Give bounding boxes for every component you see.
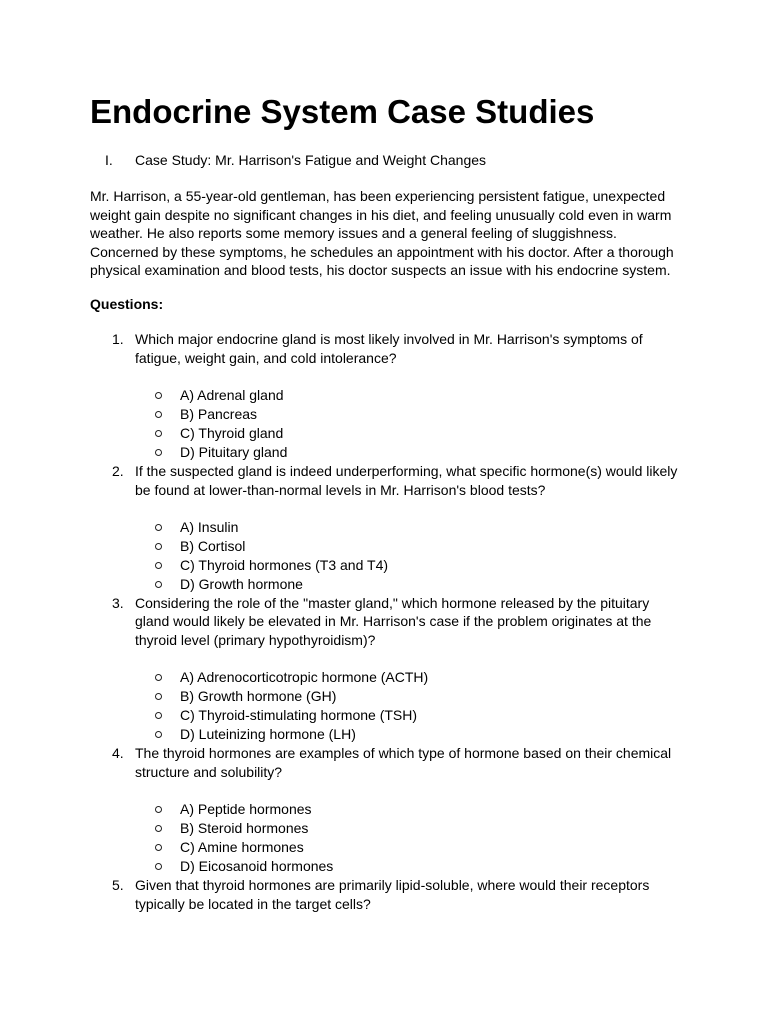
question-number: 5. (112, 876, 124, 893)
hollow-bullet-icon (155, 449, 162, 456)
answer-option-text: D) Pituitary gland (180, 443, 288, 460)
answer-option (0, 424, 768, 443)
answer-option (0, 386, 768, 405)
answer-option-text: A) Insulin (180, 518, 239, 535)
question-number: 4. (112, 745, 124, 762)
hollow-bullet-icon (155, 731, 162, 738)
question-number: 1. (112, 331, 124, 347)
hollow-bullet-icon (155, 674, 162, 681)
question-item (0, 744, 768, 876)
answer-option-text: B) Pancreas (180, 406, 258, 423)
hollow-bullet-icon (155, 430, 162, 437)
answer-option (0, 838, 768, 857)
answer-option (0, 857, 768, 876)
questions-heading: Questions: (90, 296, 164, 312)
answer-option (0, 405, 768, 424)
question-text: Given that thyroid hormones are primarily lipid-soluble, where would their receptors typically be located in the target cells? (135, 876, 650, 912)
answer-options (0, 386, 768, 462)
hollow-bullet-icon (155, 825, 162, 832)
answer-option-text: D) Eicosanoid hormones (180, 857, 334, 874)
answer-option-text: C) Thyroid gland (180, 424, 284, 441)
hollow-bullet-icon (155, 543, 162, 550)
hollow-bullet-icon (155, 712, 162, 719)
hollow-bullet-icon (155, 863, 162, 870)
question-text: If the suspected gland is indeed underperforming, what specific hormone(s) would likely be found at lower-than-normal levels in Mr. Harrison's blood tests? (135, 462, 678, 498)
answer-option-text: A) Peptide hormones (180, 801, 312, 818)
hollow-bullet-icon (155, 411, 162, 418)
answer-option (0, 518, 768, 537)
answer-option-text: A) Adrenal gland (180, 387, 284, 404)
answer-option (0, 687, 768, 706)
answer-option-text: C) Thyroid-stimulating hormone (TSH) (180, 707, 418, 724)
question-number: 2. (112, 462, 124, 479)
question-item (0, 876, 768, 914)
hollow-bullet-icon (155, 806, 162, 813)
hollow-bullet-icon (155, 581, 162, 588)
answer-option-text: D) Growth hormone (180, 575, 303, 592)
question-list (0, 330, 768, 913)
hollow-bullet-icon (155, 844, 162, 851)
hollow-bullet-icon (155, 392, 162, 399)
answer-options (0, 800, 768, 876)
question-item (0, 330, 768, 462)
answer-option-text: D) Luteinizing hormone (LH) (180, 726, 356, 743)
answer-option (0, 819, 768, 838)
answer-option (0, 537, 768, 556)
answer-option (0, 556, 768, 575)
document-title: Endocrine System Case Studies (90, 93, 595, 130)
answer-options (0, 668, 768, 744)
answer-option (0, 443, 768, 462)
question-item (0, 462, 768, 594)
answer-option (0, 668, 768, 687)
answer-option-text: A) Adrenocorticotropic hormone (ACTH) (180, 669, 429, 686)
question-text: Considering the role of the "master gland," which hormone released by the pituitary gland would likely be elevated in Mr. Harrison's case if the problem originates at the thyroid level (primary hypothyroidism)? (135, 594, 652, 649)
question-text: The thyroid hormones are examples of which type of hormone based on their chemical structure and solubility? (135, 745, 672, 780)
case-study-heading (90, 151, 486, 170)
hollow-bullet-icon (155, 524, 162, 531)
hollow-bullet-icon (155, 562, 162, 569)
case-description: Mr. Harrison, a 55-year-old gentleman, has been experiencing persistent fatigue, unexpected weight gain despite no significant changes in his diet, and feeling unusually cold even in warm weather. He also reports some memory issues and a general feeling of sluggishness. Concerned by these symptoms, he schedules an appointment with his doctor. After a thorough physical examination and blood tests, his doctor suspects an issue with his endocrine system. (90, 188, 674, 279)
answer-option-text: B) Cortisol (180, 537, 246, 554)
answer-option-text: B) Steroid hormones (180, 820, 309, 837)
answer-option-text: C) Amine hormones (180, 839, 304, 856)
answer-option-text: B) Growth hormone (GH) (180, 688, 337, 705)
question-text: Which major endocrine gland is most likely involved in Mr. Harrison's symptoms of fatigue, weight gain, and cold intolerance? (135, 331, 643, 366)
section-numeral: I. (105, 152, 113, 168)
question-number: 3. (112, 594, 124, 611)
answer-options (0, 518, 768, 594)
question-item (0, 594, 768, 745)
section-heading-text: Case Study: Mr. Harrison's Fatigue and Weight Changes (135, 152, 487, 168)
answer-option (0, 800, 768, 819)
hollow-bullet-icon (155, 693, 162, 700)
answer-option (0, 725, 768, 744)
answer-option-text: C) Thyroid hormones (T3 and T4) (180, 556, 389, 573)
answer-option (0, 575, 768, 594)
answer-option (0, 706, 768, 725)
